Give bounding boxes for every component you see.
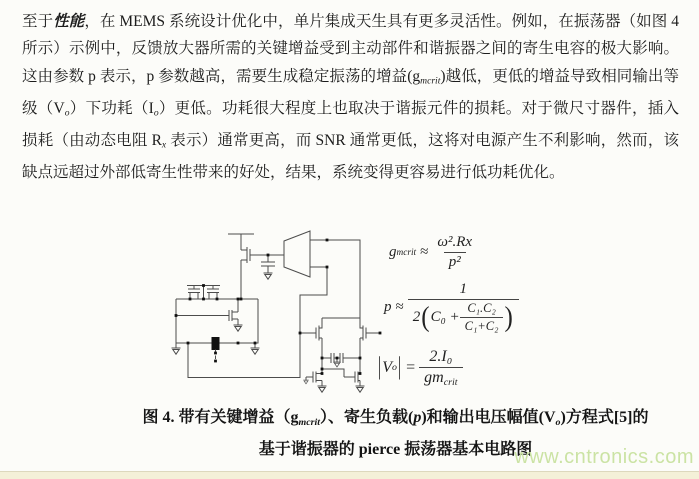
eq1-fraction [432, 234, 477, 271]
eq2-fraction [408, 281, 519, 334]
eq3-lhs-sub: o [391, 362, 397, 374]
eq3-relation: = [406, 358, 416, 376]
eq2-inner-denominator: C₁+C₂ [460, 317, 504, 334]
caption-sub-mcrit: mcrit [298, 416, 320, 428]
caption-text: )方程式[5]的 [560, 409, 649, 426]
equation-vo [377, 348, 463, 388]
text-run: ）下功耗（I [69, 99, 154, 117]
text-run: ，在 MEMS 系统设计优化中，单片集成天生具有更多灵活性。例如，在振荡器（如图 4 所示）示例中，反馈放大器所需的关键增益受到主动部件和谐振器之间的寄生电容的极大影响。这由参数 p 表示，p 参数越高，需要生成稳定振荡的增益(g [22, 13, 679, 85]
eq2-den-coeff: 2 [412, 309, 421, 325]
caption-line-1 [92, 404, 699, 436]
current-mirror [187, 286, 220, 300]
bias-transistor [176, 299, 243, 331]
eq3-fraction [419, 348, 462, 388]
watermark: www.cntronics.com [514, 446, 694, 468]
eq1-numerator: ω².Rx [437, 234, 473, 250]
input-capacitor [261, 255, 275, 279]
eq1-denominator: p² [444, 252, 466, 271]
vdd-rail [228, 234, 254, 250]
eq1-lhs: g [389, 244, 397, 260]
eq2-inner-numerator: C₁.C₂ [467, 301, 496, 315]
subscript-x: x [161, 139, 167, 151]
caption-sub-o: o [555, 416, 561, 428]
eq2-relation: ≈ [395, 299, 404, 315]
amplifier-trapezoid [268, 231, 310, 277]
caption-text: )和输出电压幅值(V [421, 409, 556, 426]
subscript-o: o [153, 107, 159, 119]
caption-text: 振荡器基本电路图 [400, 440, 533, 458]
equation-gmcrit [389, 234, 477, 271]
subscript-gmcrit: mcrit [420, 75, 441, 87]
text-run: )越低，更低的增益导致相同输出等级（V [22, 67, 679, 117]
text-run: 表示）通常更高，而 SNR 通常更低，这将对电源产生不利影响，然而，该缺点远超过外部低寄生性带来的好处，结果，系统变得更容易进行低功耗优化。 [22, 132, 680, 182]
eq1-lhs-sub: mcrit [396, 247, 417, 258]
body-paragraph [22, 8, 679, 187]
eq2-den-c0: C₀ + [430, 309, 460, 325]
eq2-close-paren: ) [504, 301, 513, 334]
eq3-den-sub: crit [443, 376, 458, 388]
text-run: 至于 [22, 13, 54, 30]
caption-text: 基于谐振器的 [258, 440, 359, 458]
eq3-denominator [419, 367, 462, 388]
eq3-numerator: 2.I₀ [429, 348, 453, 365]
eq3-lhs: V [382, 358, 392, 376]
subscript-o: o [64, 107, 70, 119]
eq1-relation: ≈ [420, 244, 429, 260]
eq3-abs-bar: | [397, 353, 402, 381]
eq2-lhs: p [384, 299, 392, 315]
crystal-resonator [212, 338, 219, 360]
eq2-open-paren: ( [421, 301, 430, 334]
eq2-denominator [408, 299, 519, 334]
bottom-strip [0, 471, 699, 479]
text-run: ）更低。功耗很大程度上也取决于谐振元件的损耗。对于微尺寸器件，插入损耗（由动态电阻 R [22, 99, 679, 149]
caption-var-p: p [413, 409, 422, 426]
caption-text: ）、寄生负载( [319, 409, 414, 426]
output-stage [300, 318, 380, 392]
eq3-den-gm: gm [424, 369, 444, 386]
equation-p [384, 281, 519, 334]
caption-text: 图 4. 带有关键增益（g [142, 409, 299, 426]
junction-dots [175, 239, 382, 375]
caption-word-pierce: pierce [358, 440, 401, 458]
eq2-inner-fraction [460, 301, 504, 334]
eq3-abs-bar: | [378, 353, 382, 381]
text-run-emphasis: 性能 [53, 13, 85, 30]
eq2-numerator: 1 [459, 281, 468, 297]
